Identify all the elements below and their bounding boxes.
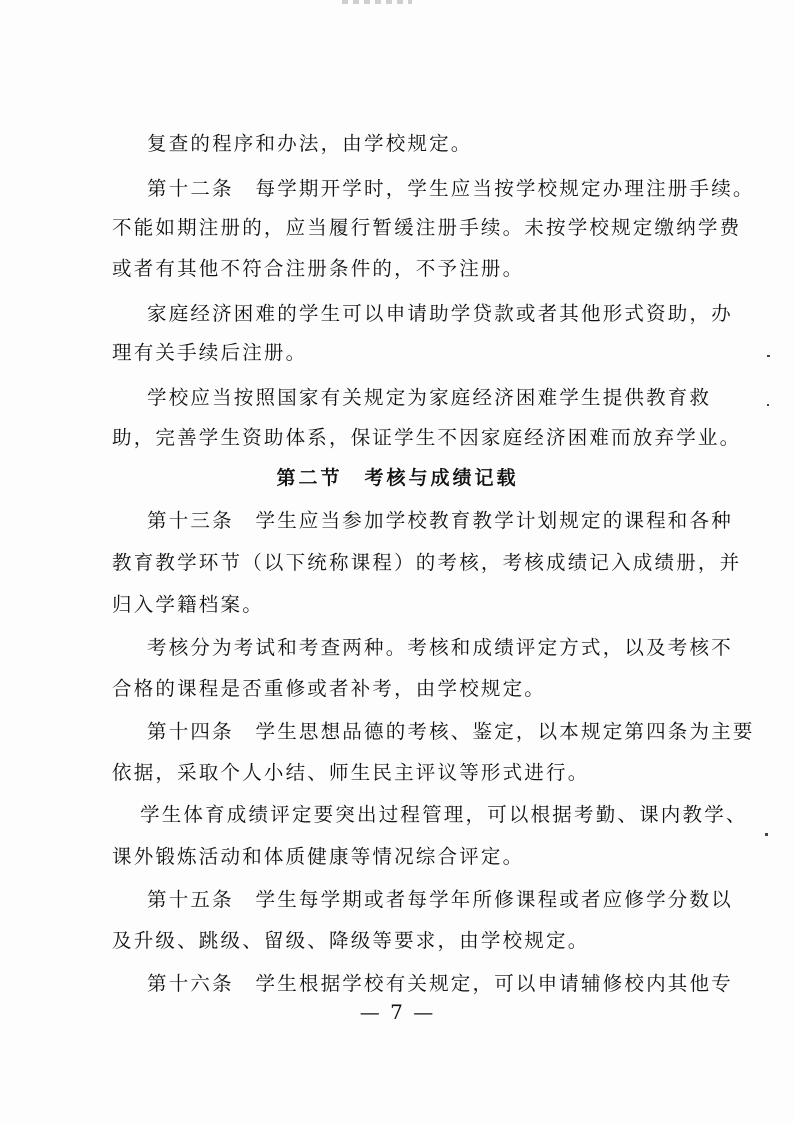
text-line: 家庭经济困难的学生可以申请助学贷款或者其他形式资助，办 (147, 302, 733, 325)
scan-dot (767, 404, 769, 406)
text-line: 复查的程序和办法，由学校规定。 (147, 132, 473, 155)
text-line: 第十三条 学生应当参加学校教育教学计划规定的课程和各种 (147, 509, 733, 532)
text-line: 学校应当按照国家有关规定为家庭经济困难学生提供教育救 (147, 386, 712, 409)
text-line: 或者有其他不符合注册条件的，不予注册。 (112, 257, 525, 280)
text-line: 理有关手续后注册。 (112, 341, 308, 364)
text-line: 依据，采取个人小结、师生民主评议等形式进行。 (112, 761, 590, 784)
text-line: 考核分为考试和考查两种。考核和成绩评定方式，以及考核不 (147, 636, 733, 659)
page-number: — 7 — (359, 1000, 436, 1024)
text-line: 学生体育成绩评定要突出过程管理，可以根据考勤、课内教学、 (140, 803, 748, 826)
section-heading: 第二节 考核与成绩记载 (276, 467, 519, 489)
text-line: 第十五条 学生每学期或者每学年所修课程或者应修学分数以 (147, 888, 733, 911)
text-line: 第十六条 学生根据学校有关规定，可以申请辅修校内其他专 (147, 972, 733, 995)
text-line: 及升级、跳级、留级、降级等要求，由学校规定。 (112, 929, 590, 952)
scan-artifact (342, 0, 412, 4)
text-line: 助，完善学生资助体系，保证学生不因家庭经济困难而放弃学业。 (112, 426, 742, 449)
text-line: 归入学籍档案。 (112, 593, 264, 616)
text-line: 第十二条 每学期开学时，学生应当按学校规定办理注册手续。 (147, 177, 755, 200)
text-line: 课外锻炼活动和体质健康等情况综合评定。 (112, 845, 525, 868)
text-line: 教育教学环节（以下统称课程）的考核，考核成绩记入成绩册，并 (112, 551, 742, 574)
scan-dot (767, 355, 770, 357)
text-line: 不能如期注册的，应当履行暂缓注册手续。未按学校规定缴纳学费 (112, 216, 742, 239)
text-line: 第十四条 学生思想品德的考核、鉴定，以本规定第四条为主要 (147, 720, 755, 743)
text-line: 合格的课程是否重修或者补考，由学校规定。 (112, 677, 547, 700)
scan-dot (765, 833, 768, 836)
